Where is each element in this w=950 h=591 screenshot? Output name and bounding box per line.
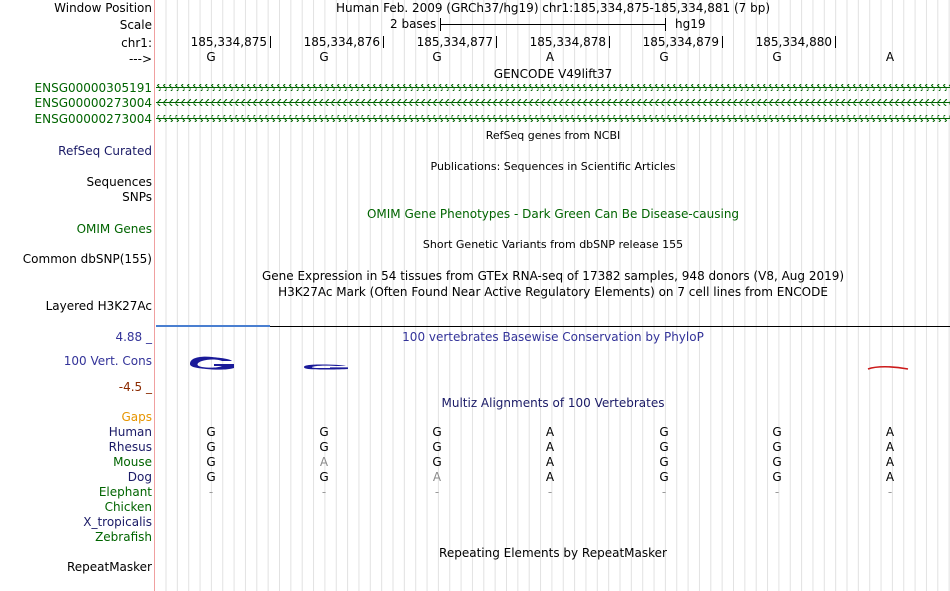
gencode-gene-label-1[interactable]: ENSG00000305191 <box>34 81 152 95</box>
alignment-base: G <box>319 470 329 484</box>
position-tick <box>383 36 384 48</box>
alignment-base: A <box>885 440 895 454</box>
species-label-elephant[interactable]: Elephant <box>98 485 152 499</box>
alignment-base: A <box>885 425 895 439</box>
gaps-label[interactable]: Gaps <box>121 410 152 424</box>
alignment-base: G <box>432 425 442 439</box>
refseq-label[interactable]: RefSeq Curated <box>58 144 152 158</box>
gencode-gene-label-3[interactable]: ENSG00000273004 <box>34 112 152 126</box>
alignment-base: G <box>772 440 782 454</box>
h3k27ac-signal-blue <box>156 325 270 327</box>
alignment-base: A <box>545 425 555 439</box>
alignment-base: G <box>206 455 216 469</box>
alignment-base: G <box>319 440 329 454</box>
phylop-min-value: -4.5 _ <box>118 380 152 394</box>
reference-base: A <box>885 50 895 64</box>
alignment-base: G <box>432 440 442 454</box>
alignment-base: G <box>772 425 782 439</box>
window-position-value: Human Feb. 2009 (GRCh37/hg19) chr1:185,334,875-185,334,881 (7 bp) <box>335 1 770 15</box>
snps-label[interactable]: SNPs <box>122 190 152 204</box>
position-tick <box>835 36 836 48</box>
phylop-logo-g-1 <box>190 357 234 370</box>
scale-value: 2 bases <box>390 17 437 31</box>
alignment-base: - <box>887 485 893 499</box>
alignment-base: G <box>432 455 442 469</box>
reference-base: A <box>545 50 555 64</box>
h3k27ac-signal-line <box>270 326 950 327</box>
dbsnp-label[interactable]: Common dbSNP(155) <box>22 252 152 266</box>
phylop-logo-a-7 <box>868 367 908 369</box>
position-label: 185,334,878 <box>529 35 606 49</box>
gene-track-ENSG00000273004-a[interactable] <box>156 99 950 106</box>
alignment-base: A <box>545 440 555 454</box>
alignment-base: G <box>206 440 216 454</box>
phylop-logo[interactable] <box>156 352 950 376</box>
alignment-base: G <box>659 440 669 454</box>
species-label-x_tropicalis[interactable]: X_tropicalis <box>83 515 152 529</box>
alignment-base: G <box>319 425 329 439</box>
position-label: 185,334,877 <box>416 35 493 49</box>
alignment-base: - <box>434 485 440 499</box>
alignment-base: G <box>772 455 782 469</box>
alignment-base: A <box>885 455 895 469</box>
alignment-base: G <box>206 470 216 484</box>
phylop-logo-g-2 <box>304 365 348 370</box>
scale-bar <box>440 24 666 25</box>
reference-base: G <box>432 50 442 64</box>
position-label: 185,334,879 <box>642 35 719 49</box>
scale-assembly: hg19 <box>675 17 706 31</box>
species-label-rhesus[interactable]: Rhesus <box>108 440 152 454</box>
reference-base: G <box>206 50 216 64</box>
repeatmasker-title[interactable]: Repeating Elements by RepeatMasker <box>439 546 667 560</box>
reference-base: G <box>659 50 669 64</box>
position-tick <box>496 36 497 48</box>
gencode-gene-label-2[interactable]: ENSG00000273004 <box>34 96 152 110</box>
scale-bar-left-cap <box>440 18 441 31</box>
gtex-title[interactable]: Gene Expression in 54 tissues from GTEx RNA-seq of 17382 samples, 948 donors (V8, Aug 2019) <box>261 269 845 283</box>
gencode-gene-tracks[interactable] <box>156 82 950 126</box>
alignment-base: - <box>208 485 214 499</box>
alignment-base: - <box>547 485 553 499</box>
strand-label: ---> <box>128 52 152 66</box>
position-tick <box>270 36 271 48</box>
gencode-title[interactable]: GENCODE V49lift37 <box>493 67 613 81</box>
window-position-label: Window Position <box>54 1 152 15</box>
h3k27ac-label[interactable]: Layered H3K27Ac <box>45 299 152 313</box>
multiz-title[interactable]: Multiz Alignments of 100 Vertebrates <box>441 396 665 410</box>
omim-title[interactable]: OMIM Gene Phenotypes - Dark Green Can Be Disease-causing <box>366 207 740 221</box>
alignment-base: A <box>545 455 555 469</box>
alignment-base: G <box>772 470 782 484</box>
alignment-base: G <box>206 425 216 439</box>
alignment-base: A <box>545 470 555 484</box>
alignment-base: A <box>885 470 895 484</box>
h3k27ac-title[interactable]: H3K27Ac Mark (Often Found Near Active Regulatory Elements) on 7 cell lines from ENCODE <box>278 285 828 299</box>
alignment-base: G <box>659 470 669 484</box>
position-tick <box>609 36 610 48</box>
scale-label: Scale <box>119 18 152 32</box>
scale-bar-right-cap <box>665 18 666 31</box>
phylop-label[interactable]: 100 Vert. Cons <box>63 354 152 368</box>
species-label-mouse[interactable]: Mouse <box>113 455 152 469</box>
sidebar-divider <box>154 0 155 591</box>
position-label: 185,334,876 <box>303 35 380 49</box>
species-label-dog[interactable]: Dog <box>127 470 152 484</box>
dbsnp-title[interactable]: Short Genetic Variants from dbSNP release 155 <box>422 238 684 251</box>
species-label-zebrafish[interactable]: Zebrafish <box>95 530 152 544</box>
alignment-base: A <box>319 455 329 469</box>
phylop-title[interactable]: 100 vertebrates Basewise Conservation by PhyloP <box>402 330 704 344</box>
phylop-max-value: 4.88 _ <box>115 330 152 344</box>
reference-base: G <box>319 50 329 64</box>
species-label-human[interactable]: Human <box>108 425 152 439</box>
sequences-label[interactable]: Sequences <box>86 175 152 189</box>
species-label-chicken[interactable]: Chicken <box>104 500 152 514</box>
refseq-title[interactable]: RefSeq genes from NCBI <box>485 129 621 142</box>
alignment-base: - <box>774 485 780 499</box>
position-tick <box>722 36 723 48</box>
gene-track-ENSG00000273004-b[interactable] <box>156 115 950 122</box>
alignment-base: A <box>432 470 442 484</box>
position-label: 185,334,875 <box>190 35 267 49</box>
publications-title[interactable]: Publications: Sequences in Scientific Articles <box>430 160 676 173</box>
repeatmasker-label[interactable]: RepeatMasker <box>66 560 152 574</box>
reference-base: G <box>772 50 782 64</box>
gene-track-ENSG00000305191[interactable] <box>156 84 950 91</box>
alignment-base: G <box>659 425 669 439</box>
alignment-base: - <box>661 485 667 499</box>
alignment-base: - <box>321 485 327 499</box>
omim-label[interactable]: OMIM Genes <box>76 222 152 236</box>
position-label: 185,334,880 <box>755 35 832 49</box>
chrom-label: chr1: <box>121 36 152 50</box>
alignment-base: G <box>659 455 669 469</box>
